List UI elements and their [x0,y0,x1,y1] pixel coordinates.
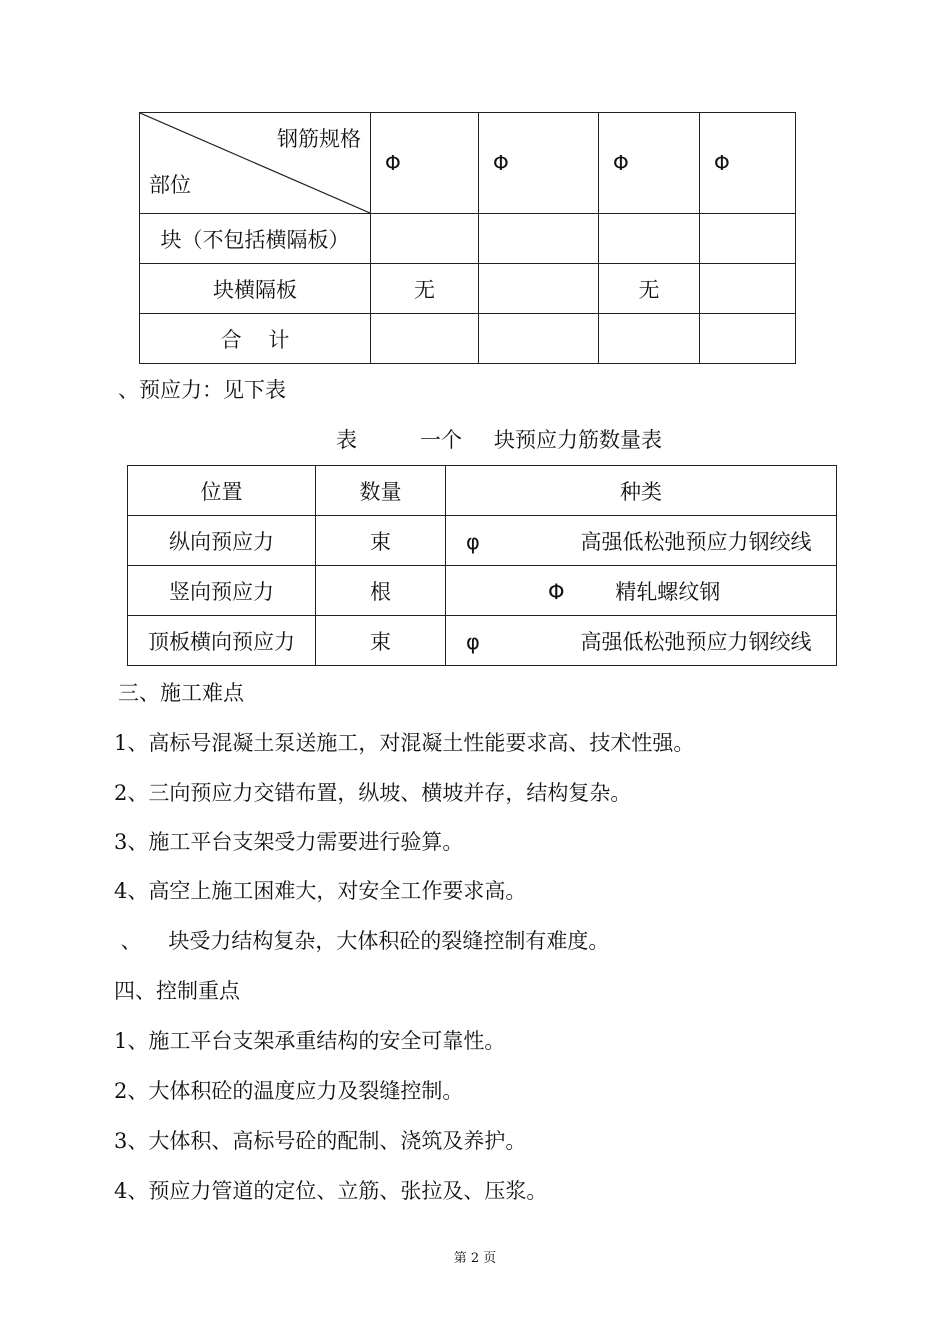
list-item: 4、高空上施工困难大，对安全工作要求高。 [114,879,527,903]
qty-cell: 根 [316,566,446,616]
type-text: 精轧螺纹钢 [615,579,721,604]
header-cell: 种类 [446,466,837,516]
header-rebar-spec: 钢筋规格 [277,127,361,151]
list-item: 1、施工平台支架承重结构的安全可靠性。 [114,1029,506,1053]
table-cell [700,264,796,314]
list-item: 2、三向预应力交错布置，纵坡、横坡并存，结构复杂。 [114,781,632,805]
row-label: 合 计 [140,314,371,364]
list-item: 、 块受力结构复杂，大体积砼的裂缝控制有难度。 [114,929,610,953]
table-row [140,214,796,264]
list-item: 3、施工平台支架受力需要进行验算。 [114,830,464,854]
prestress-table [127,465,837,666]
table-cell [371,214,479,264]
list-item: 3、大体积、高标号砼的配制、浇筑及养护。 [114,1129,527,1153]
table-cell [371,314,479,364]
page-number: 第 2 页 [453,1251,497,1266]
position-cell: 纵向预应力 [128,516,316,566]
table-header-row [128,466,837,516]
section-title: 四、控制重点 [114,979,240,1003]
phi-symbol: φ [466,629,480,654]
qty-cell: 束 [316,516,446,566]
diagonal-header-cell [140,113,371,214]
row-label: 块横隔板 [140,264,371,314]
header-symbol: Φ [700,113,796,214]
type-cell [446,616,837,666]
type-text: 高强低松弛预应力钢绞线 [580,629,812,654]
position-cell: 顶板横向预应力 [128,616,316,666]
prestress-note: 、预应力：见下表 [118,378,286,402]
position-cell: 竖向预应力 [128,566,316,616]
list-item: 1、高标号混凝土泵送施工，对混凝土性能要求高、技术性强。 [114,731,695,755]
table-cell [700,314,796,364]
qty-cell: 束 [316,616,446,666]
table-cell [599,314,700,364]
table-cell [599,214,700,264]
table-cell [479,264,599,314]
table-row [140,264,796,314]
header-cell: 位置 [128,466,316,516]
type-cell [446,516,837,566]
table-cell: 无 [371,264,479,314]
table-header-row [140,113,796,214]
table-cell: 无 [599,264,700,314]
caption-part: 块预应力筋数量表 [494,428,662,452]
caption-part: 表 [336,428,357,452]
header-symbol: Φ [371,113,479,214]
table-row [128,616,837,666]
phi-symbol: Φ [548,579,565,604]
table-row [128,516,837,566]
type-text: 高强低松弛预应力钢绞线 [580,529,812,554]
rebar-spec-table [139,112,796,364]
type-cell [446,566,837,616]
header-cell: 数量 [316,466,446,516]
row-label: 块（不包括横隔板） [140,214,371,264]
list-item: 4、预应力管道的定位、立筋、张拉及、压浆。 [114,1179,548,1203]
header-location: 部位 [149,173,191,197]
table-cell [479,214,599,264]
table-row [128,566,837,616]
caption-part: 一个 [420,428,462,452]
table-cell [700,214,796,264]
list-item: 2、大体积砼的温度应力及裂缝控制。 [114,1079,464,1103]
phi-symbol: φ [466,529,480,554]
table-row [140,314,796,364]
header-symbol: Φ [479,113,599,214]
header-symbol: Φ [599,113,700,214]
table-cell [479,314,599,364]
section-title: 三、施工难点 [118,681,244,705]
